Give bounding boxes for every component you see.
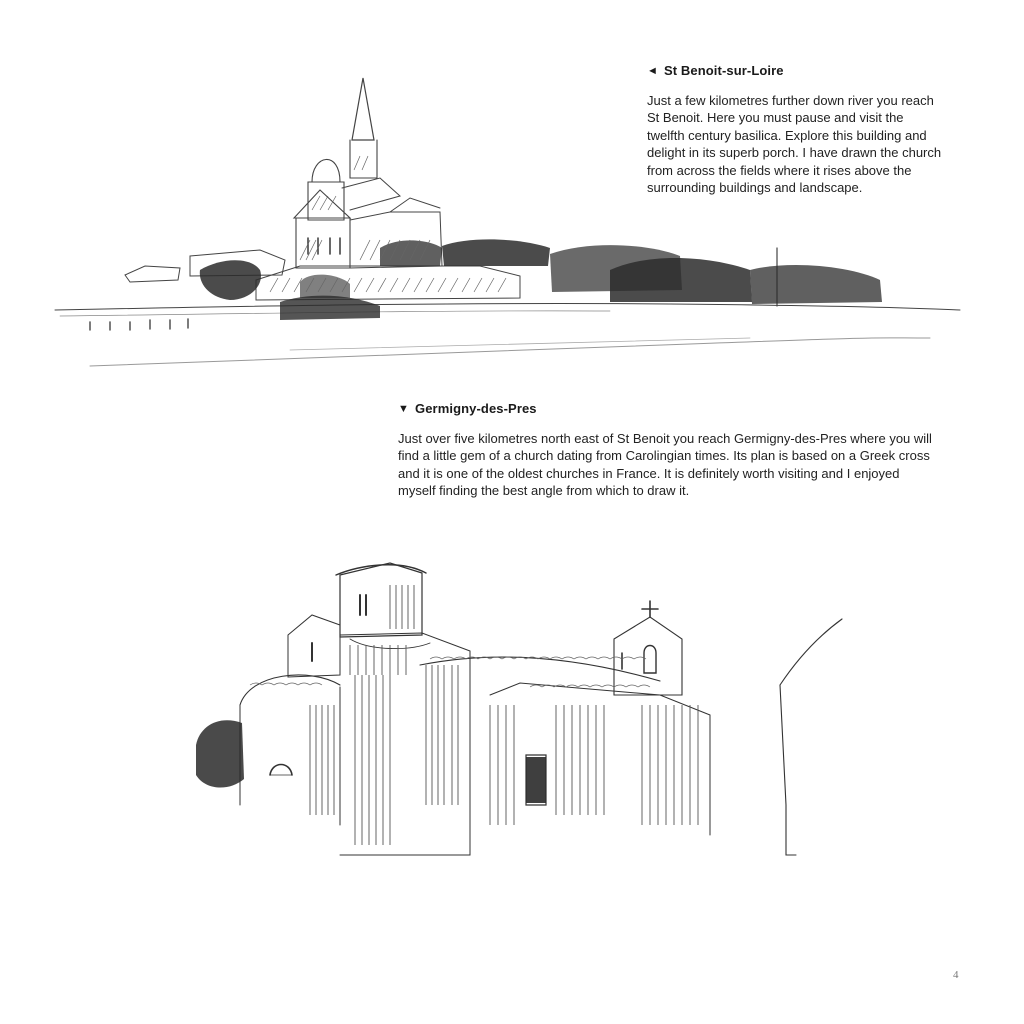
st-benoit-heading	[647, 63, 943, 78]
st-benoit-title: St Benoit-sur-Loire	[664, 63, 784, 78]
st-benoit-caption	[647, 63, 943, 196]
germigny-heading	[398, 401, 938, 416]
germigny-body: Just over five kilometres north east of St Benoit you reach Germigny-des-Pres where you will find a little gem of a church dating from Carolingian times. Its plan is based on a Greek cross and it is one of the oldest churches in France. It is definitely worth visiting and I enjoyed myself finding the best angle from which to draw it.	[398, 431, 932, 499]
germigny-sketch	[190, 555, 850, 885]
germigny-caption	[398, 401, 938, 500]
down-triangle-icon: ▼	[398, 402, 409, 415]
page-number: 4	[953, 969, 959, 981]
st-benoit-body: Just a few kilometres further down river you reach St Benoit. Here you must pause and visit the twelfth century basilica. Explore this building and delight in its superb porch. I have drawn the church from across the fields where it rises above the surrounding buildings and landscape.	[647, 93, 942, 196]
left-triangle-icon: ◄	[647, 64, 658, 77]
germigny-title: Germigny-des-Pres	[415, 401, 537, 416]
